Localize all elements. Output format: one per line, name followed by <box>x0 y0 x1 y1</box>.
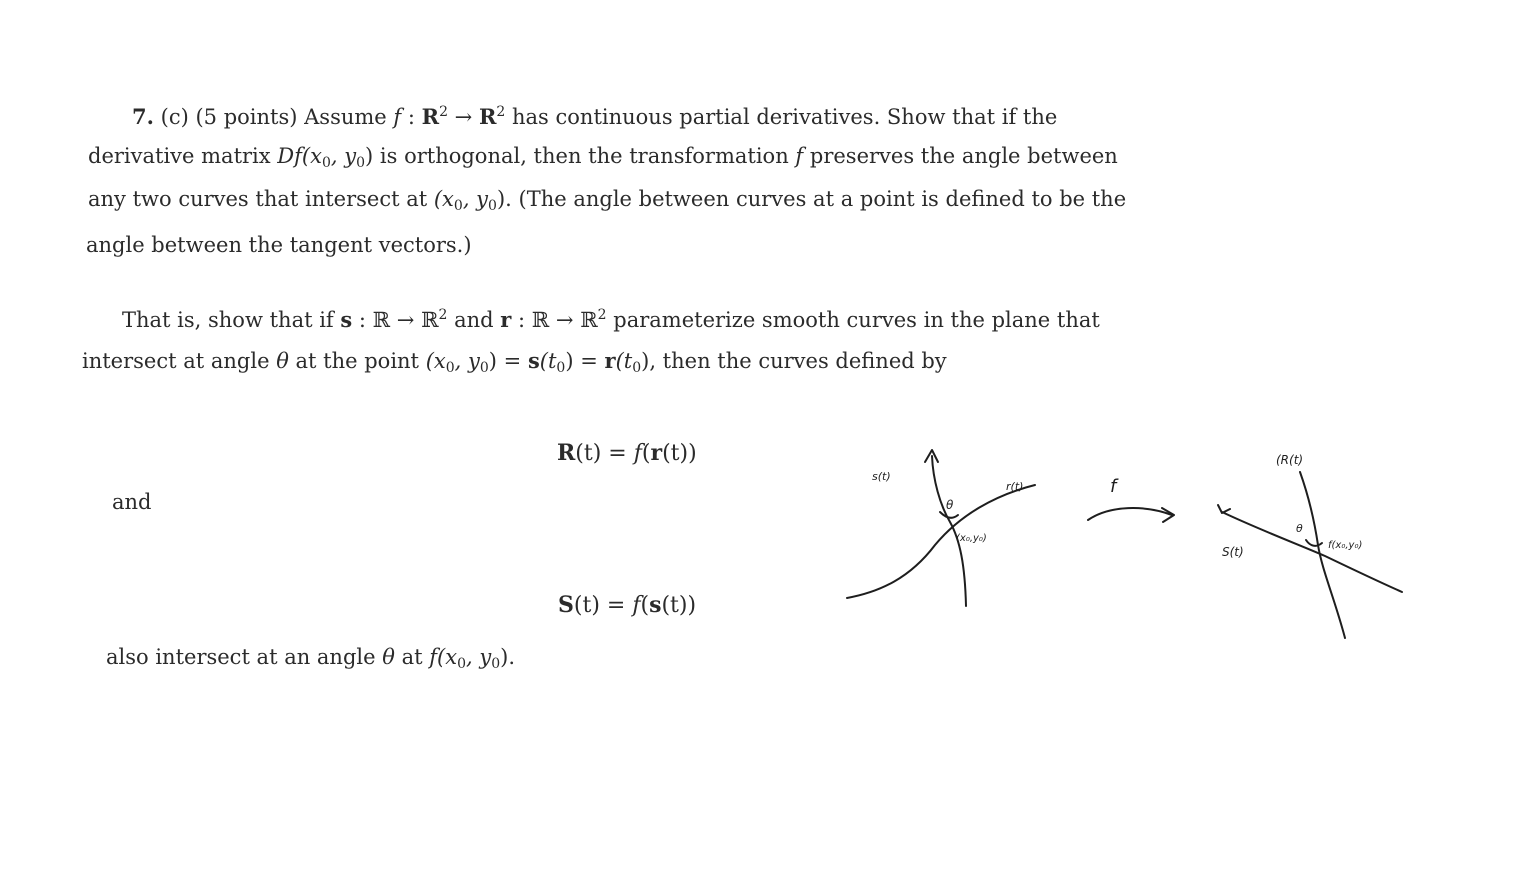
curve-s-left <box>932 456 966 606</box>
problem-number: 7. <box>132 104 154 129</box>
map-arrow <box>1088 508 1172 520</box>
label-s-t: s(t) <box>872 470 891 483</box>
label-S-t: S(t) <box>1222 545 1244 559</box>
curve-S-right <box>1222 512 1402 592</box>
statement-line-2: intersect at angle θ at the point ($x_0$, $y_0) = s(t_0) = r(t_0)$, then the curves defined by <box>82 348 947 376</box>
statement-line-1: That is, show that if s : ℝ → ℝ$^2$ and r : ℝ → ℝ$^2$ parameterize smooth curves in the plane that <box>122 307 1100 332</box>
curve-R-right <box>1300 472 1345 638</box>
equation-S: S(t) = f(s(t)) <box>558 592 697 618</box>
conclusion-line: also intersect at an angle θ at $f(x_0$, $y_0$). <box>106 645 515 672</box>
equation-R: R(t) = f(r(t)) <box>557 440 697 466</box>
problem-line-1: 7. (c) (5 points) Assume f : $R^2 \to R^2$ has continuous partial derivatives. Show that if the <box>132 104 1058 129</box>
and-label: and <box>112 490 152 514</box>
label-theta-right: θ <box>1296 522 1303 535</box>
label-R-t: (R(t) <box>1276 453 1304 467</box>
curve-r-left <box>847 485 1035 598</box>
problem-line-4: angle between the tangent vectors.) <box>86 233 472 257</box>
angle-arc-right <box>1306 540 1322 546</box>
map-arrow-head <box>1162 508 1174 522</box>
problem-part: (c) <box>160 105 189 129</box>
angle-arc-left <box>940 512 958 518</box>
arrow-head-S <box>1218 505 1230 513</box>
label-x0y0: (x₀,y₀) <box>956 533 987 544</box>
label-f-x0y0: f(x₀,y₀) <box>1328 540 1363 551</box>
problem-line-2: derivative matrix $Df(x_0$, $y_0$) is orthogonal, then the transformation f preserves the angle between <box>88 144 1118 171</box>
label-r-t: r(t) <box>1006 480 1024 493</box>
label-theta-left: θ <box>946 498 954 512</box>
arrow-head-s <box>925 450 938 462</box>
problem-points: (5 points) <box>195 105 298 129</box>
problem-line-3: any two curves that intersect at ($x_0$, $y_0$). (The angle between curves at a point is defined to be the <box>88 187 1127 214</box>
label-f: f <box>1110 476 1117 497</box>
